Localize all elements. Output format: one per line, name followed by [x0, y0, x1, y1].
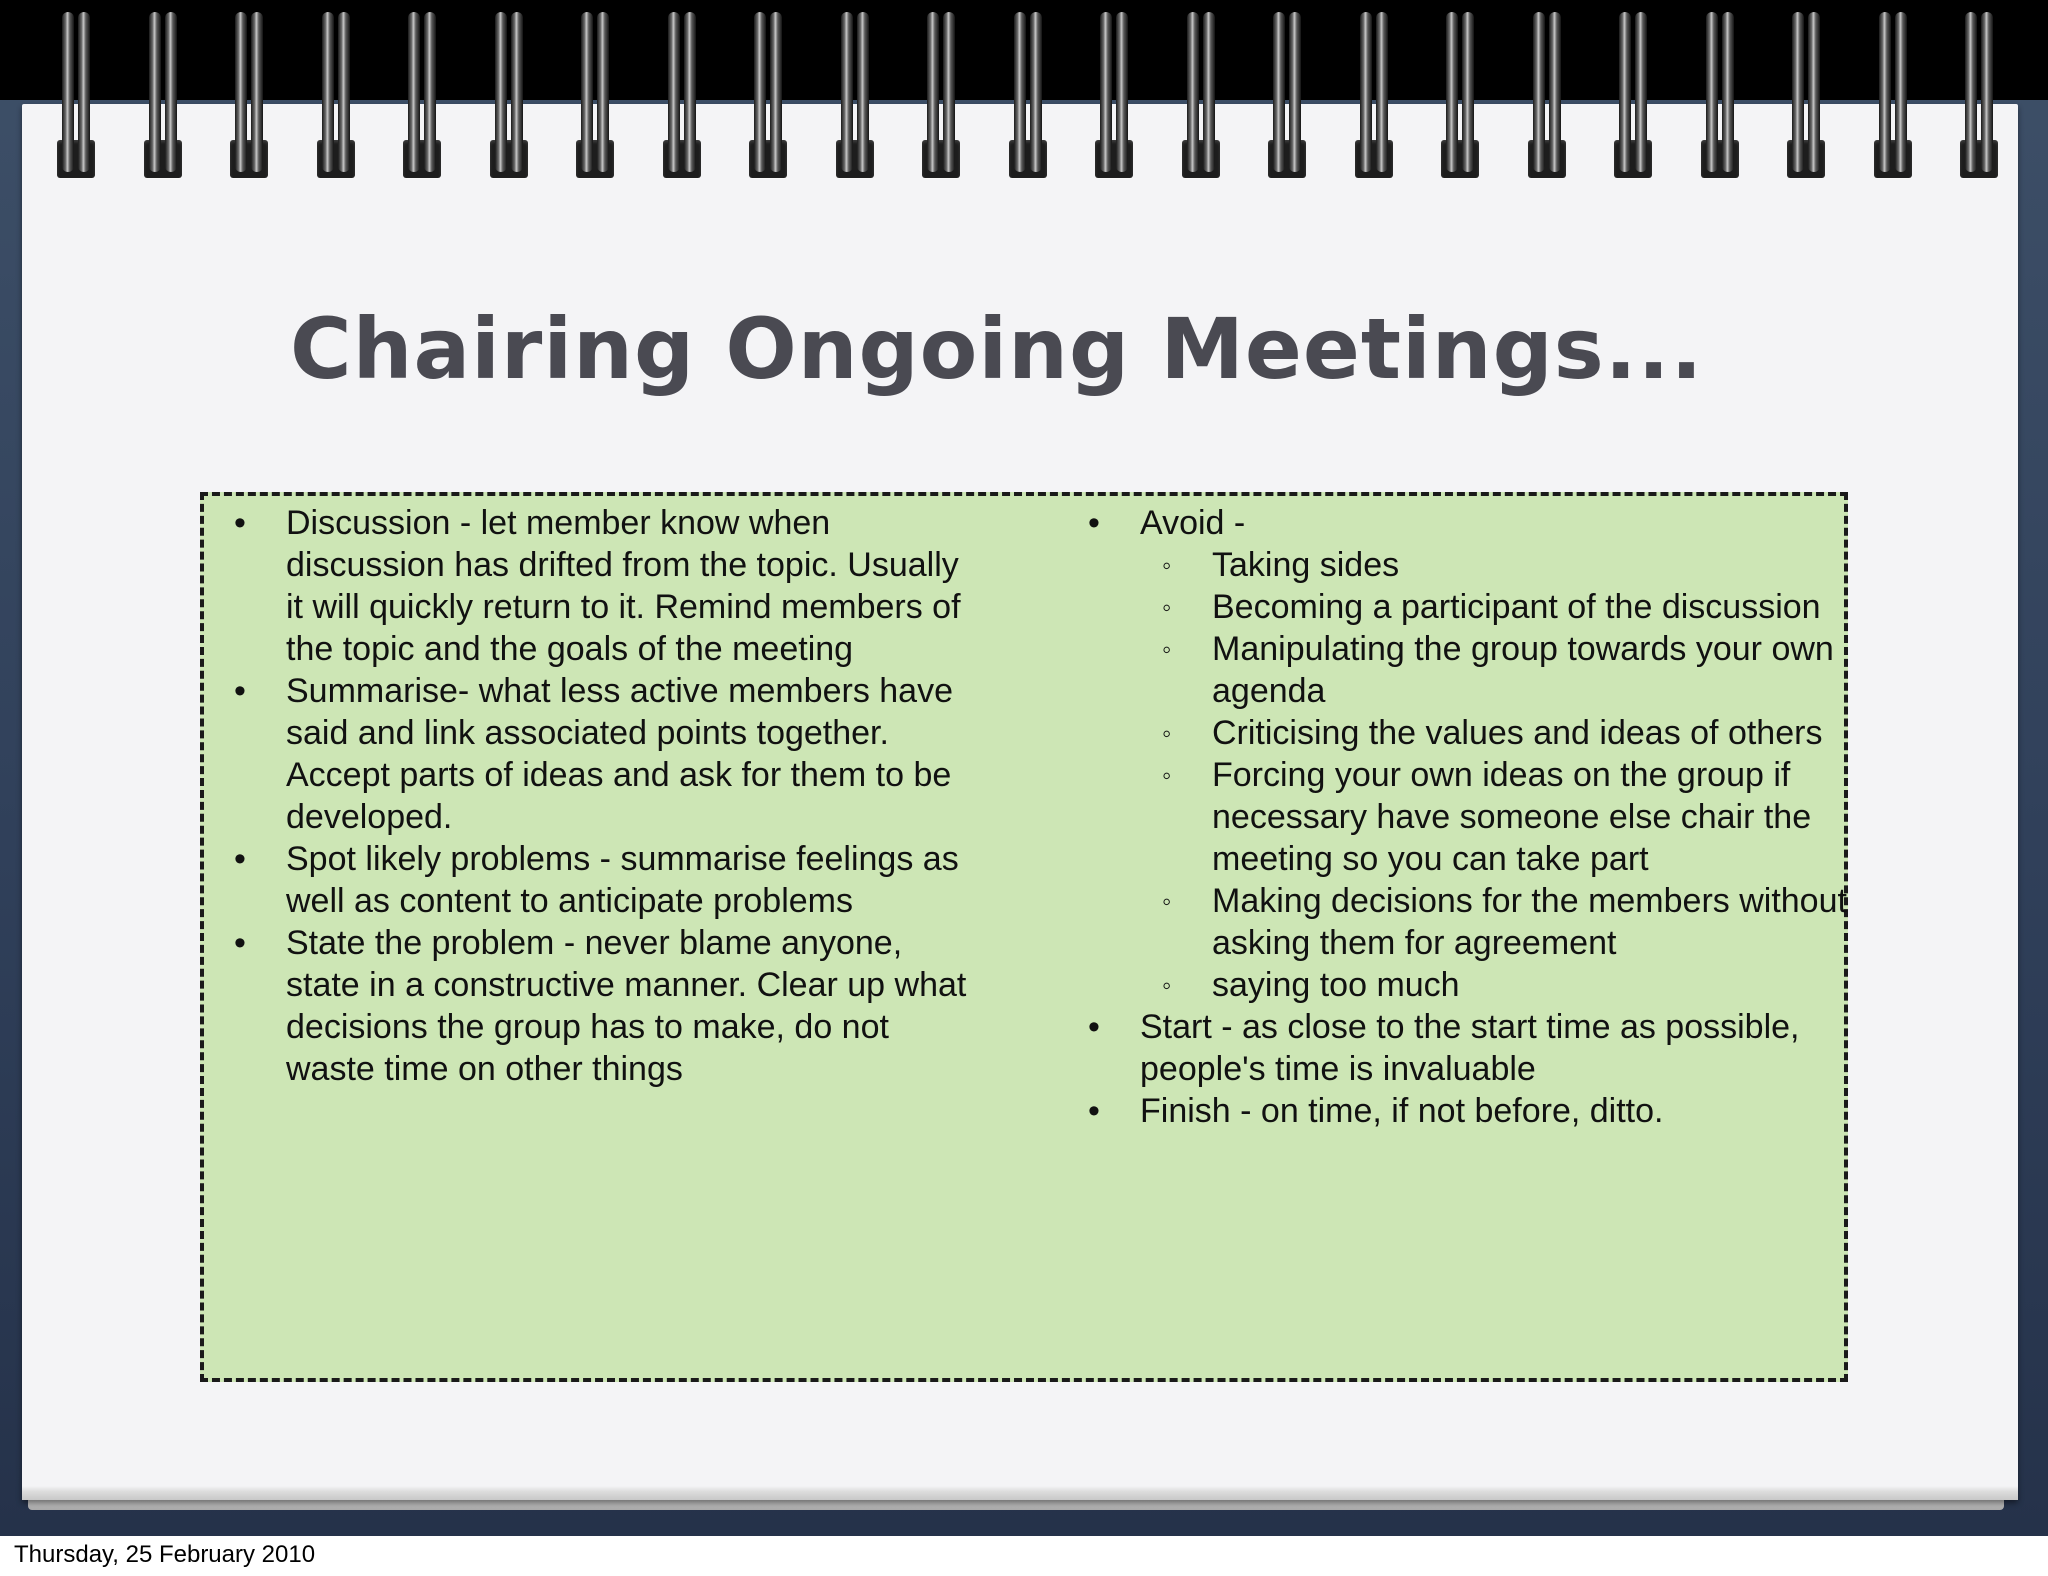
spiral-ring	[58, 12, 94, 172]
spiral-ring	[1615, 12, 1651, 172]
spiral-ring	[145, 12, 181, 172]
list-item: • Discussion - let member know when discussion has drifted from the topic. Usually it will quickly return to it. Remind members of the topic and the goals of the meeting	[234, 502, 974, 670]
ring-wire	[770, 12, 782, 172]
spiral-ring	[577, 12, 613, 172]
ring-wire	[1792, 12, 1804, 172]
ring-wire	[495, 12, 507, 172]
ring-wire	[78, 12, 90, 172]
ring-wire	[1376, 12, 1388, 172]
ring-wire	[668, 12, 680, 172]
spiral-ring	[1356, 12, 1392, 172]
ring-wire	[1462, 12, 1474, 172]
list-item: • Summarise- what less active members have said and link associated points together. Accept parts of ideas and ask for them to be developed.	[234, 670, 974, 838]
spiral-binding	[0, 12, 2048, 172]
ring-wire	[251, 12, 263, 172]
ring-wire	[1360, 12, 1372, 172]
ring-wire	[1965, 12, 1977, 172]
spiral-ring	[1961, 12, 1997, 172]
spiral-ring	[1010, 12, 1046, 172]
left-column	[234, 502, 974, 1090]
sub-list-item: ◦ Criticising the values and ideas of others	[1140, 712, 1848, 754]
sub-list-item: ◦ Forcing your own ideas on the group if necessary have someone else chair the meeting so you can take part	[1140, 754, 1848, 880]
sub-list-item: ◦ Becoming a participant of the discussion	[1140, 586, 1848, 628]
sub-list-item: ◦ saying too much	[1140, 964, 1848, 1006]
spiral-ring	[923, 12, 959, 172]
ring-wire	[1549, 12, 1561, 172]
ring-wire	[1619, 12, 1631, 172]
sub-list-item: ◦ Manipulating the group towards your own agenda	[1140, 628, 1848, 712]
avoid-sublist	[1140, 544, 1848, 1006]
spiral-ring	[318, 12, 354, 172]
spiral-ring	[1096, 12, 1132, 172]
spiral-ring	[664, 12, 700, 172]
list-item-finish: • Finish - on time, if not before, ditto.	[1088, 1090, 1848, 1132]
list-item: • Spot likely problems - summarise feelings as well as content to anticipate problems	[234, 838, 974, 922]
spiral-ring	[1183, 12, 1219, 172]
spiral-ring	[1788, 12, 1824, 172]
sub-list-item: ◦ Making decisions for the members without asking them for agreement	[1140, 880, 1848, 964]
ring-wire	[1116, 12, 1128, 172]
ring-wire	[1100, 12, 1112, 172]
right-column	[1088, 502, 1848, 1132]
sub-list-item: ◦ Taking sides	[1140, 544, 1848, 586]
ring-wire	[597, 12, 609, 172]
ring-wire	[754, 12, 766, 172]
spiral-ring	[1442, 12, 1478, 172]
ring-wire	[1706, 12, 1718, 172]
ring-wire	[511, 12, 523, 172]
left-bullet-list	[234, 502, 974, 1090]
list-item: • State the problem - never blame anyone, state in a constructive manner. Clear up what decisions the group has to make, do not waste time on other things	[234, 922, 974, 1090]
ring-wire	[1446, 12, 1458, 172]
ring-wire	[322, 12, 334, 172]
spiral-ring	[750, 12, 786, 172]
spiral-ring	[1269, 12, 1305, 172]
ring-wire	[1030, 12, 1042, 172]
content-box	[200, 492, 1848, 1382]
spiral-ring	[491, 12, 527, 172]
ring-wire	[1187, 12, 1199, 172]
ring-wire	[1273, 12, 1285, 172]
ring-wire	[1879, 12, 1891, 172]
avoid-label: Avoid -	[1140, 504, 1246, 542]
ring-wire	[1203, 12, 1215, 172]
ring-wire	[165, 12, 177, 172]
ring-wire	[408, 12, 420, 172]
spiral-ring	[837, 12, 873, 172]
spiral-ring	[1529, 12, 1565, 172]
ring-wire	[235, 12, 247, 172]
ring-wire	[1014, 12, 1026, 172]
ring-wire	[684, 12, 696, 172]
ring-wire	[338, 12, 350, 172]
ring-wire	[1635, 12, 1647, 172]
ring-wire	[857, 12, 869, 172]
slide-title: Chairing Ongoing Meetings...	[290, 300, 1704, 398]
spiral-ring	[404, 12, 440, 172]
ring-wire	[1981, 12, 1993, 172]
spiral-ring	[1875, 12, 1911, 172]
ring-wire	[841, 12, 853, 172]
ring-wire	[581, 12, 593, 172]
ring-wire	[1289, 12, 1301, 172]
ring-wire	[1533, 12, 1545, 172]
ring-wire	[62, 12, 74, 172]
ring-wire	[1722, 12, 1734, 172]
list-item-start: • Start - as close to the start time as possible, people's time is invaluable	[1088, 1006, 1848, 1090]
ring-wire	[1808, 12, 1820, 172]
ring-wire	[943, 12, 955, 172]
spiral-ring	[1702, 12, 1738, 172]
ring-wire	[927, 12, 939, 172]
spiral-ring	[231, 12, 267, 172]
ring-wire	[1895, 12, 1907, 172]
ring-wire	[149, 12, 161, 172]
footer-date: Thursday, 25 February 2010	[14, 1541, 316, 1568]
list-item-avoid	[1088, 502, 1848, 1006]
right-bullet-list	[1088, 502, 1848, 1132]
ring-wire	[424, 12, 436, 172]
